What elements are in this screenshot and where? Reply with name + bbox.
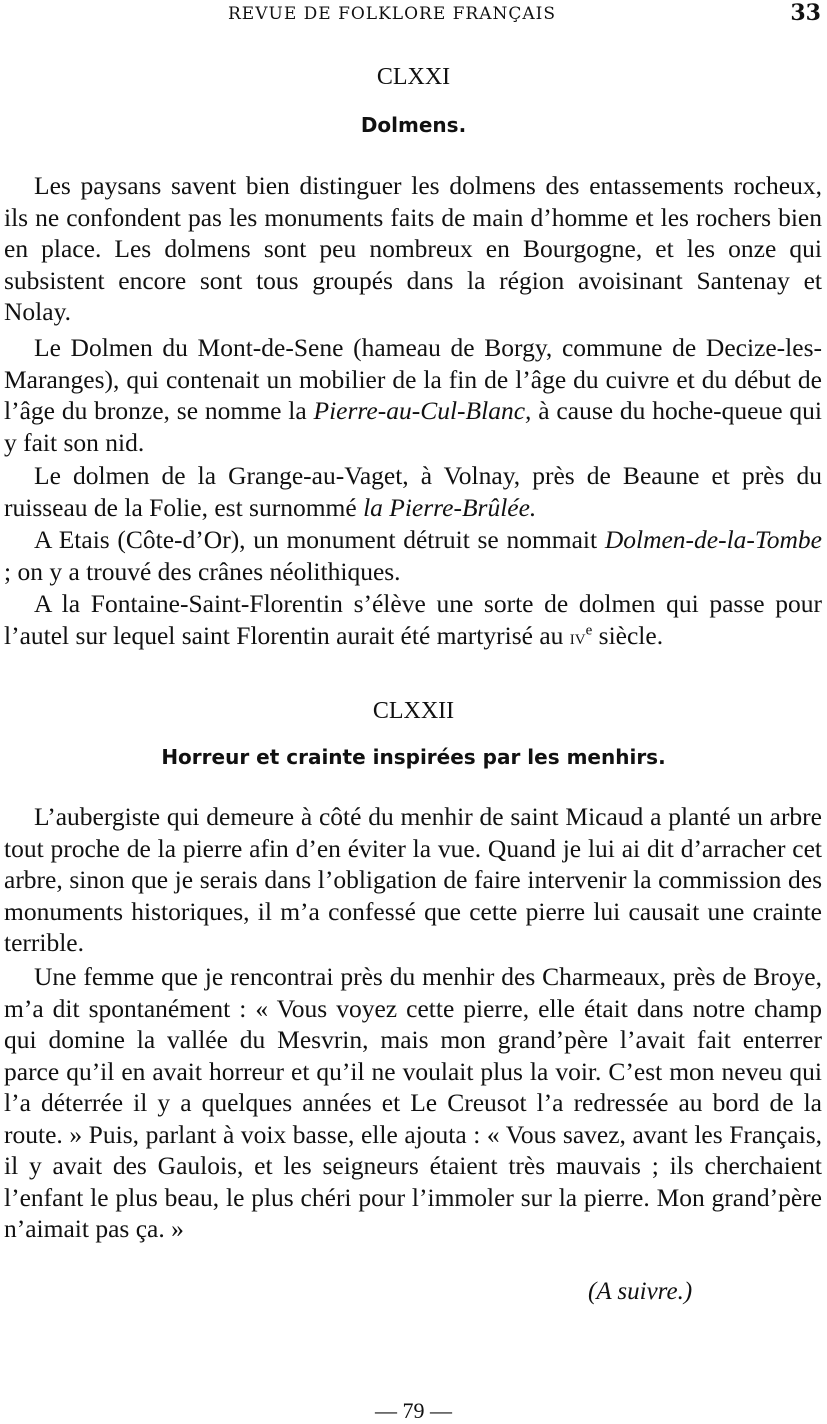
section-title: Dolmens. <box>360 113 467 137</box>
paragraph: Une femme que je rencontrai près du menhir des Charmeaux, près de Broye, m’a dit spontanément : « Vous voyez cette pierre, elle était dans notre champ qui domine la vallée du Mesvrin, mais mon grand’père l’avait fait enterrer parce qu’il en avait horreur et qu’il ne voulait plus la voir. C’est mon neveu qui l’a déterrée il y a quelques années et Le Creusot l’a redressée au bord de la route. » Puis, parlant à voix basse, elle ajouta : « Vous savez, avant les Français, il y avait des Gaulois, et les seigneurs étaient très mauvais ; ils cherchaient l’enfant le plus beau, le plus chéri pour l’immoler sur la pierre. Mon grand’père n’aimait pas ça. » <box>4 962 822 1243</box>
running-head: REVUE DE FOLKLORE FRANÇAIS <box>228 4 557 24</box>
paragraph: Les paysans savent bien distinguer les dolmens des entassements rocheux, ils ne confondent pas les monuments faits de main d’homme et les rochers bien en place. Les dolmens sont peu nombreux en Bourgogne, et les onze qui subsistent encore sont tous groupés dans la région avoisinant Santenay et Nolay. <box>4 171 822 326</box>
paragraph: Le Dolmen du Mont-de-Sene (hameau de Borgy, commune de Decize-les-Maranges), qui contenait un mobilier de la fin de l’âge du cuivre et du début de l’âge du bronze, se nomme la Pierre-au-Cul-Blanc, à cause du hoche-queue qui y fait son nid. <box>4 333 822 457</box>
page-number: — 79 — <box>375 1398 452 1423</box>
section-number: CLXXII <box>372 698 455 724</box>
section-number: CLXXI <box>376 64 451 90</box>
paragraph: A la Fontaine-Saint-Florentin s’élève une sorte de dolmen qui passe pour l’autel sur lequel saint Florentin aurait été martyrisé au $iv^e$ siècle. <box>4 589 822 650</box>
paragraph: L’aubergiste qui demeure à côté du menhir de saint Micaud a planté un arbre tout proche de la pierre afin d’en éviter la vue. Quand je lui ai dit d’arracher cet arbre, sinon que je serais dans l’obligation de faire intervenir la commission des monuments historiques, il m’a confessé que cette pierre lui causait une crainte terrible. <box>4 802 822 957</box>
to-be-continued: (A suivre.) <box>588 1278 693 1305</box>
corner-page-mark: 33 <box>790 0 821 26</box>
paragraph: A Etais (Côte-d’Or), un monument détruit se nommait Dolmen-de-la-Tombe ; on y a trouvé des crânes néolithiques. <box>4 525 822 586</box>
paragraph: Le dolmen de la Grange-au-Vaget, à Volnay, près de Beaune et près du ruisseau de la Folie, est surnommé la Pierre-Brûlée. <box>4 461 822 522</box>
section-title: Horreur et crainte inspirées par les menhirs. <box>161 745 666 769</box>
